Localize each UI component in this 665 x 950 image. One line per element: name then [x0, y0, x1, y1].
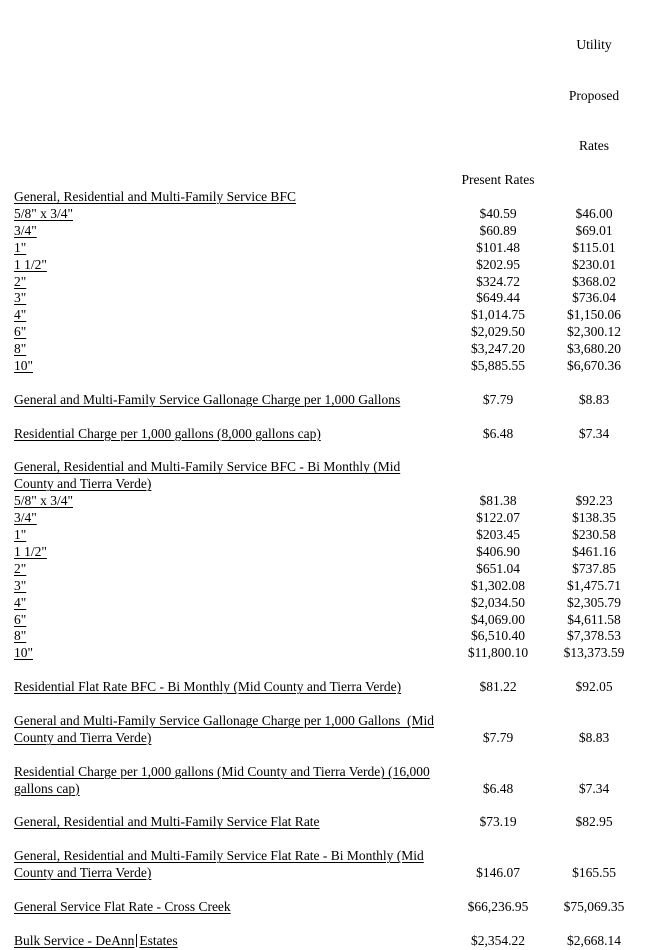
proposed-rate-value: $138.35 [572, 510, 616, 526]
row-label [14, 679, 450, 696]
column-header-proposed [546, 3, 642, 189]
rate-row [14, 240, 665, 257]
rate-table-rows [14, 189, 665, 950]
row-label-line [14, 341, 450, 358]
spacer-row [14, 375, 665, 392]
present-rate-value: $1,302.08 [471, 577, 525, 593]
label-text: 6" [14, 611, 27, 627]
rate-row [14, 561, 665, 578]
row-label-line [14, 240, 450, 257]
row-label-line [14, 290, 450, 307]
present-rate-value: $203.45 [476, 527, 520, 543]
row-label-line [14, 899, 450, 916]
spacer-row [14, 798, 665, 815]
proposed-header-line-1: Utility [576, 36, 612, 52]
present-rate-value: $2,029.50 [471, 324, 525, 340]
label-text: General Service Flat Rate - Cross Creek [14, 898, 231, 914]
rate-row [14, 544, 665, 561]
proposed-rate-value: $69.01 [575, 222, 613, 238]
rate-row [14, 358, 665, 375]
proposed-rate-value: $2,300.12 [567, 324, 621, 340]
present-rate-value: $73.19 [479, 814, 517, 830]
row-label [14, 223, 450, 240]
row-label-line [14, 257, 450, 274]
label-text: 3/4" [14, 222, 37, 238]
row-label-line [14, 206, 450, 223]
label-text: Residential Charge per 1,000 gallons (8,000 gallons cap) [14, 425, 321, 441]
spacer-row [14, 443, 665, 460]
row-label [14, 459, 450, 493]
label-text: 6" [14, 324, 27, 340]
label-text: 1" [14, 239, 27, 255]
section-heading-row [14, 459, 665, 493]
rate-row [14, 527, 665, 544]
row-label [14, 510, 450, 527]
label-text: County and Tierra Verde) [14, 865, 152, 881]
row-label [14, 544, 450, 561]
rate-row [14, 257, 665, 274]
row-label-line [14, 814, 450, 831]
row-label-line [14, 324, 450, 341]
row-label [14, 628, 450, 645]
row-label [14, 764, 450, 798]
row-label-line [14, 764, 450, 781]
row-label [14, 240, 450, 257]
rate-row [14, 814, 665, 831]
row-label [14, 713, 450, 747]
label-text: County and Tierra Verde) [14, 476, 152, 492]
present-rate-value: $6.48 [482, 780, 514, 796]
label-text: Residential Flat Rate BFC - Bi Monthly (Mid County and Tierra Verde) [14, 679, 402, 695]
proposed-rate-value: $6,670.36 [567, 358, 621, 374]
label-text: County and Tierra Verde) [14, 729, 152, 745]
proposed-rate-value: $115.01 [572, 239, 616, 255]
present-rate-value: $4,069.00 [471, 611, 525, 627]
row-label [14, 933, 450, 950]
label-text: 3/4" [14, 510, 37, 526]
label-text: General and Multi-Family Service Gallonage Charge per 1,000 Gallons [14, 391, 401, 407]
rate-row [14, 341, 665, 358]
present-rate-value: $146.07 [476, 865, 520, 881]
proposed-rate-value: $2,668.14 [567, 932, 621, 948]
row-label-line [14, 274, 450, 291]
section-heading-row [14, 189, 665, 206]
label-text: General, Residential and Multi-Family Service Flat Rate [14, 814, 320, 830]
present-rate-value: $122.07 [476, 510, 520, 526]
label-text: 8" [14, 341, 27, 357]
label-text: General, Residential and Multi-Family Service Flat Rate - Bi Monthly (Mid [14, 848, 424, 864]
row-label-line [14, 645, 450, 662]
row-label-line [14, 561, 450, 578]
row-label [14, 493, 450, 510]
present-rate-value: $3,247.20 [471, 341, 525, 357]
proposed-rate-value: $230.01 [572, 256, 616, 272]
spacer-row [14, 916, 665, 933]
label-text: 1" [14, 527, 27, 543]
row-label [14, 848, 450, 882]
row-label-line [14, 493, 450, 510]
proposed-rate-value: $82.95 [575, 814, 613, 830]
proposed-rate-value: $368.02 [572, 273, 616, 289]
label-text: 3" [14, 290, 27, 306]
row-label-line [14, 595, 450, 612]
label-text: Bulk Service - DeAnn [14, 932, 135, 948]
row-label-line [14, 510, 450, 527]
spacer-row [14, 882, 665, 899]
proposed-rate-value: $92.23 [575, 493, 613, 509]
row-label-line [14, 527, 450, 544]
row-label-line [14, 578, 450, 595]
label-text: 4" [14, 307, 27, 323]
rate-row [14, 612, 665, 629]
table-header-row [14, 3, 665, 189]
present-rate-value: $5,885.55 [471, 358, 525, 374]
present-rate-value: $202.95 [476, 256, 520, 272]
proposed-rate-value: $7.34 [578, 780, 610, 796]
row-label-line [14, 933, 450, 950]
rate-row [14, 764, 665, 798]
label-text: 5/8" x 3/4" [14, 493, 74, 509]
row-label [14, 307, 450, 324]
present-rate-value: $324.72 [476, 273, 520, 289]
proposed-rate-value: $8.83 [578, 729, 610, 745]
row-label-line [14, 612, 450, 629]
rate-row [14, 206, 665, 223]
present-rate-value: $101.48 [476, 239, 520, 255]
row-label-line [14, 392, 450, 409]
row-label-line [14, 781, 450, 798]
proposed-header-line-3: Rates [579, 138, 609, 154]
proposed-rate-value: $46.00 [575, 205, 613, 221]
label-text: Residential Charge per 1,000 gallons (Mid County and Tierra Verde) (16,000 [14, 763, 430, 779]
row-label [14, 899, 450, 916]
label-text: Estates [139, 932, 178, 948]
proposed-rate-value: $737.85 [572, 560, 616, 576]
present-rate-value: $2,354.22 [471, 932, 525, 948]
present-rate-value: $40.59 [479, 205, 517, 221]
label-text: General and Multi-Family Service Gallonage Charge per 1,000 Gallons (Mid [14, 712, 435, 728]
row-label [14, 595, 450, 612]
row-label [14, 527, 450, 544]
present-rate-value: $2,034.50 [471, 594, 525, 610]
header-empty-cell [14, 3, 450, 189]
rate-row [14, 645, 665, 662]
proposed-rate-value: $4,611.58 [567, 611, 621, 627]
present-rate-value: $406.90 [476, 543, 520, 559]
label-text: General, Residential and Multi-Family Service BFC - Bi Monthly (Mid [14, 459, 401, 475]
rate-row [14, 223, 665, 240]
present-rate-value: $7.79 [482, 729, 514, 745]
spacer-row [14, 662, 665, 679]
present-rate-value: $81.22 [479, 679, 517, 695]
rate-row [14, 324, 665, 341]
present-rate-value: $7.79 [482, 391, 514, 407]
row-label [14, 612, 450, 629]
row-label-line [14, 848, 450, 865]
rate-row [14, 628, 665, 645]
row-label [14, 274, 450, 291]
spacer-row [14, 831, 665, 848]
present-rate-value: $81.38 [479, 493, 517, 509]
row-label [14, 578, 450, 595]
row-label [14, 341, 450, 358]
row-label-line [14, 713, 450, 730]
proposed-rate-value: $7,378.53 [567, 628, 621, 644]
label-text: 10" [14, 358, 34, 374]
row-label [14, 814, 450, 831]
proposed-rate-value: $736.04 [572, 290, 616, 306]
proposed-rate-value: $230.58 [572, 527, 616, 543]
proposed-rate-value: $2,305.79 [567, 594, 621, 610]
present-rate-value: $6,510.40 [471, 628, 525, 644]
rate-row [14, 933, 665, 950]
proposed-rate-value: $92.05 [575, 679, 613, 695]
present-rate-value: $66,236.95 [467, 898, 529, 914]
label-text: 2" [14, 273, 27, 289]
rate-row [14, 679, 665, 696]
rate-row [14, 274, 665, 291]
spacer-row [14, 696, 665, 713]
row-label-line [14, 189, 450, 206]
row-label [14, 645, 450, 662]
label-text: 3" [14, 577, 27, 593]
row-label-line [14, 307, 450, 324]
label-text: 5/8" x 3/4" [14, 205, 74, 221]
row-label [14, 257, 450, 274]
rate-row [14, 899, 665, 916]
row-label [14, 426, 450, 443]
spacer-row [14, 409, 665, 426]
rate-row [14, 290, 665, 307]
row-label-line [14, 679, 450, 696]
row-label-line [14, 865, 450, 882]
row-label [14, 392, 450, 409]
rate-row [14, 307, 665, 324]
present-rate-value: $651.04 [476, 560, 520, 576]
label-text: 2" [14, 560, 27, 576]
label-text: 1 1/2" [14, 543, 47, 559]
proposed-rate-value: $165.55 [572, 865, 616, 881]
rate-row [14, 510, 665, 527]
row-label [14, 206, 450, 223]
present-rate-value: $649.44 [476, 290, 520, 306]
proposed-rate-value: $1,475.71 [567, 577, 621, 593]
column-header-present: Present Rates [461, 172, 535, 188]
row-label-line [14, 426, 450, 443]
rate-row [14, 713, 665, 747]
rate-row [14, 578, 665, 595]
row-label [14, 189, 450, 206]
present-rate-value: $11,800.10 [467, 645, 529, 661]
row-label-line [14, 544, 450, 561]
proposed-rate-value: $13,373.59 [563, 645, 625, 661]
rate-row [14, 595, 665, 612]
proposed-rate-value: $7.34 [578, 425, 610, 441]
label-text: 10" [14, 645, 34, 661]
label-text: gallons cap) [14, 780, 80, 796]
rate-row [14, 426, 665, 443]
rate-row [14, 392, 665, 409]
proposed-rate-value: $75,069.35 [563, 898, 625, 914]
row-label-line [14, 459, 450, 476]
label-text: 4" [14, 594, 27, 610]
label-text: 1 1/2" [14, 256, 47, 272]
present-rate-value: $6.48 [482, 425, 514, 441]
row-label [14, 561, 450, 578]
row-label-line [14, 628, 450, 645]
label-text: 8" [14, 628, 27, 644]
label-text: General, Residential and Multi-Family Service BFC [14, 188, 296, 204]
row-label-line [14, 358, 450, 375]
rate-row [14, 848, 665, 882]
proposed-rate-value: $3,680.20 [567, 341, 621, 357]
present-rate-value: $60.89 [479, 222, 517, 238]
row-label [14, 290, 450, 307]
spacer-row [14, 747, 665, 764]
row-label-line [14, 476, 450, 493]
proposed-header-line-2: Proposed [568, 87, 620, 103]
proposed-rate-value: $461.16 [572, 543, 616, 559]
present-rate-value: $1,014.75 [471, 307, 525, 323]
proposed-rate-value: $1,150.06 [567, 307, 621, 323]
row-label [14, 324, 450, 341]
proposed-rate-value: $8.83 [578, 391, 610, 407]
rate-row [14, 493, 665, 510]
row-label [14, 358, 450, 375]
text-cursor-caret [136, 934, 137, 947]
row-label-line [14, 223, 450, 240]
row-label-line [14, 730, 450, 747]
